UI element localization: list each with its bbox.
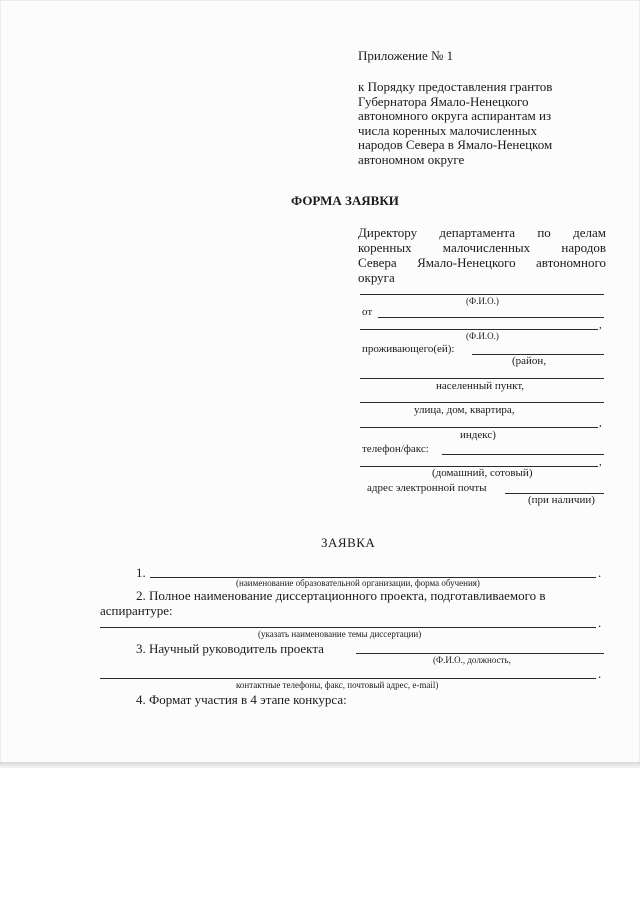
appendix-text xyxy=(358,80,552,168)
item2-line: аспирантуре: xyxy=(100,603,173,618)
item4-label: 4. Формат участия в 4 этапе конкурса: xyxy=(136,692,347,707)
application-title: ЗАЯВКА xyxy=(321,535,376,550)
from-label: от xyxy=(362,306,373,318)
fio-hint-2: (Ф.И.О.) xyxy=(466,331,499,341)
email-label: адрес электронной почты xyxy=(367,482,487,494)
item3-hint2: контактные телефоны, факс, почтовый адрес, e-mail) xyxy=(236,680,439,690)
addressee-line: Севера Ямало-Ненецкого автономного xyxy=(358,255,606,270)
item2-text xyxy=(100,588,606,618)
appendix-line: к Порядку предоставления грантов xyxy=(358,79,553,94)
district-hint: (район, xyxy=(512,355,547,367)
street-hint: улица, дом, квартира, xyxy=(414,404,515,416)
appendix-title: Приложение № 1 xyxy=(358,48,454,63)
item3-label: 3. Научный руководитель проекта xyxy=(136,641,324,656)
item3-end: . xyxy=(598,666,602,681)
settlement-hint: населенный пункт, xyxy=(436,380,525,392)
item1-end: . xyxy=(598,565,602,580)
fio-line-2 xyxy=(360,329,598,330)
addressee-line: Директору департамента по делам xyxy=(358,225,606,240)
phone-hint: (домашний, сотовый) xyxy=(432,467,533,479)
item2-end: . xyxy=(598,615,602,630)
form-title: ФОРМА ЗАЯВКИ xyxy=(291,193,399,208)
item3-hint1: (Ф.И.О., должность, xyxy=(433,655,511,665)
item2-hint: (указать наименование темы диссертации) xyxy=(258,629,422,639)
residing-label: проживающего(ей): xyxy=(362,343,455,355)
comma: , xyxy=(599,456,602,468)
addressee-line: коренных малочисленных народов xyxy=(358,240,606,255)
addressee-block xyxy=(358,225,606,285)
phone-line xyxy=(442,454,604,455)
fio-hint-1: (Ф.И.О.) xyxy=(466,296,499,306)
comma: , xyxy=(599,417,602,429)
item1-number: 1. xyxy=(136,565,146,580)
appendix-line: автономного округа аспирантам из xyxy=(358,108,552,124)
appendix-line: народов Севера в Ямало-Ненецком xyxy=(358,137,553,153)
settlement-line xyxy=(360,402,604,403)
index-hint: индекс) xyxy=(460,429,496,441)
comma: , xyxy=(599,319,602,331)
phone-label: телефон/факс: xyxy=(362,443,429,455)
page-bottom-edge xyxy=(0,762,640,768)
street-line xyxy=(360,427,598,428)
appendix-line: числа коренных малочисленных xyxy=(358,122,537,138)
item1-hint: (наименование образовательной организации, форма обучения) xyxy=(236,578,480,588)
district-line xyxy=(360,378,604,379)
item3-line-2 xyxy=(100,678,596,679)
email-hint: (при наличии) xyxy=(528,494,595,506)
item2-line: 2. Полное наименование диссертационного проекта, подготавливаемого в xyxy=(136,588,546,603)
addressee-line: округа xyxy=(358,270,395,285)
item2-line-field xyxy=(100,627,596,628)
from-line xyxy=(378,317,604,318)
fio-line-1 xyxy=(360,294,604,295)
appendix-line: Губернатора Ямало-Ненецкого xyxy=(358,93,529,109)
item3-line xyxy=(356,653,604,654)
appendix-line: автономном округе xyxy=(358,151,465,167)
